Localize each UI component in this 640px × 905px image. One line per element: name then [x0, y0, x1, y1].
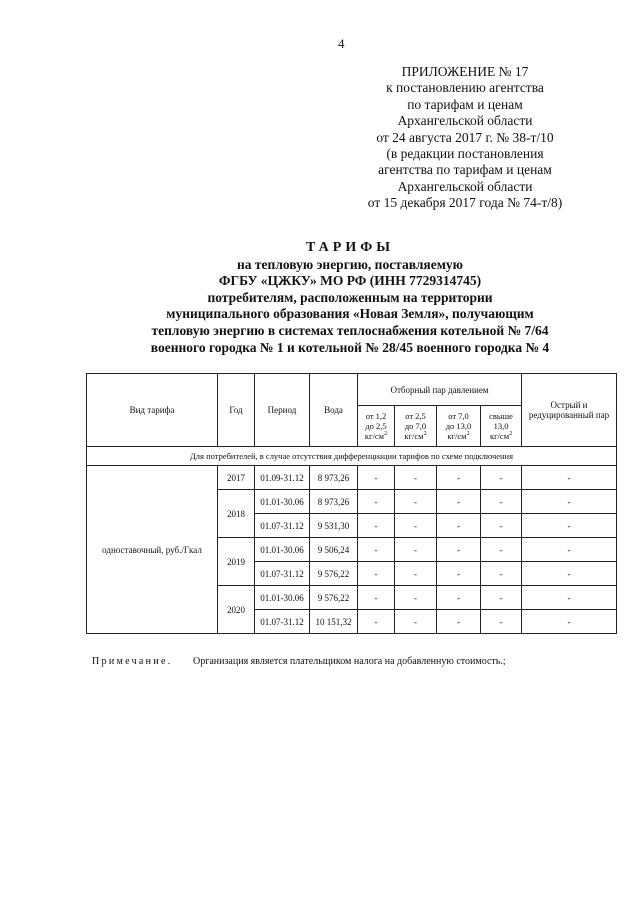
note-label: Примечание.: [92, 656, 173, 667]
appendix-line: от 15 декабря 2017 года № 74-т/8): [367, 195, 563, 211]
steam-range-end: до 13,0: [445, 421, 472, 431]
appendix-line: агентства по тарифам и ценам: [378, 162, 552, 178]
header-tariff-type: Вид тарифа: [87, 374, 218, 447]
dash-cell: -: [358, 586, 395, 610]
dash-cell: -: [437, 586, 481, 610]
steam-range-end: до 2,5: [365, 421, 387, 431]
header-year: Год: [218, 374, 255, 447]
header-steam-2: [395, 406, 437, 447]
steam-range-start: от 1,2: [365, 411, 387, 421]
header-steam-4: [481, 406, 522, 447]
unit-exponent: 2: [423, 431, 427, 438]
dash-cell: -: [395, 466, 437, 490]
dash-cell: -: [522, 490, 617, 514]
note-text: Организация является плательщиком налога на добавленную стоимость.;: [193, 656, 506, 667]
dash-cell: -: [358, 514, 395, 538]
header-steam-1: [358, 406, 395, 447]
water-cell: 9 576,22: [310, 586, 358, 610]
appendix-line: Архангельской области: [397, 113, 533, 129]
dash-cell: -: [481, 562, 522, 586]
note: [92, 656, 506, 667]
water-cell: 10 151,32: [310, 610, 358, 634]
unit-exponent: 2: [466, 431, 470, 438]
dash-cell: -: [481, 538, 522, 562]
table-row: [87, 466, 617, 490]
section-label: Для потребителей, в случае отсутствия дифференциации тарифов по схеме подключения: [87, 447, 617, 466]
water-cell: 9 576,22: [310, 562, 358, 586]
dash-cell: -: [481, 514, 522, 538]
dash-cell: -: [437, 562, 481, 586]
dash-cell: -: [437, 490, 481, 514]
dash-cell: -: [395, 610, 437, 634]
dash-cell: -: [437, 538, 481, 562]
header-period: Период: [255, 374, 310, 447]
period-cell: 01.09-31.12: [255, 466, 310, 490]
dash-cell: -: [358, 466, 395, 490]
heading-line: ФГБУ «ЦЖКУ» МО РФ (ИНН 7729314745): [218, 273, 482, 289]
appendix-line: к постановлению агентства: [386, 80, 544, 96]
appendix-line: ПРИЛОЖЕНИЕ № 17: [401, 64, 529, 79]
heading-line: на тепловую энергию, поставляемую: [237, 256, 463, 272]
period-cell: 01.01-30.06: [255, 586, 310, 610]
year-cell: 2018: [218, 490, 255, 538]
water-cell: 9 506,24: [310, 538, 358, 562]
dash-cell: -: [522, 610, 617, 634]
appendix-line: от 24 августа 2017 г. № 38-т/10: [376, 129, 554, 145]
tariff-table: [86, 373, 617, 634]
water-cell: 8 973,26: [310, 490, 358, 514]
steam-range-start: свыше: [489, 411, 513, 421]
water-cell: 8 973,26: [310, 466, 358, 490]
period-cell: 01.07-31.12: [255, 610, 310, 634]
dash-cell: -: [437, 514, 481, 538]
heading-line: военного городка № 1 и котельной № 28/45 военного городка № 4: [150, 339, 550, 355]
dash-cell: -: [358, 610, 395, 634]
unit-exponent: 2: [509, 431, 513, 438]
dash-cell: -: [395, 490, 437, 514]
dash-cell: -: [358, 490, 395, 514]
dash-cell: -: [481, 610, 522, 634]
steam-range-end: до 7,0: [404, 421, 427, 431]
dash-cell: -: [481, 466, 522, 490]
steam-unit: кг/см: [404, 431, 424, 441]
appendix-line: по тарифам и ценам: [407, 96, 523, 112]
dash-cell: -: [522, 586, 617, 610]
tariff-name: одноставочный, руб./Гкал: [87, 466, 218, 634]
dash-cell: -: [481, 490, 522, 514]
heading-line: потребителям, расположенным на территории: [207, 289, 493, 305]
year-cell: 2020: [218, 586, 255, 634]
steam-unit: кг/см: [447, 431, 467, 441]
period-cell: 01.01-30.06: [255, 490, 310, 514]
dash-cell: -: [358, 562, 395, 586]
dash-cell: -: [481, 586, 522, 610]
unit-exponent: 2: [384, 431, 388, 438]
header-steam-3: [437, 406, 481, 447]
dash-cell: -: [358, 538, 395, 562]
header-steam-group: Отборный пар давлением: [358, 374, 522, 406]
dash-cell: -: [522, 514, 617, 538]
steam-range-start: от 2,5: [405, 411, 426, 421]
document-heading: [100, 240, 600, 356]
header-water: Вода: [310, 374, 358, 447]
period-cell: 01.07-31.12: [255, 562, 310, 586]
appendix-line: Архангельской области: [397, 178, 533, 194]
year-cell: 2019: [218, 538, 255, 586]
dash-cell: -: [522, 538, 617, 562]
dash-cell: -: [395, 562, 437, 586]
steam-range-end: 13,0: [493, 421, 509, 431]
steam-unit: кг/см: [489, 431, 510, 441]
dash-cell: -: [437, 466, 481, 490]
heading-line: муниципального образования «Новая Земля», получающим: [166, 306, 534, 322]
dash-cell: -: [395, 514, 437, 538]
steam-range-start: от 7,0: [448, 411, 469, 421]
year-cell: 2017: [218, 466, 255, 490]
period-cell: 01.01-30.06: [255, 538, 310, 562]
dash-cell: -: [395, 538, 437, 562]
period-cell: 01.07-31.12: [255, 514, 310, 538]
appendix-line: (в редакции постановления: [386, 146, 544, 162]
steam-unit: кг/см: [364, 431, 385, 441]
page-number: 4: [338, 36, 345, 51]
dash-cell: -: [395, 586, 437, 610]
heading-line: тепловую энергию в системах теплоснабжения котельной № 7/64: [151, 322, 549, 338]
header-acute-steam: Острый и редуцированный пар: [522, 374, 617, 447]
dash-cell: -: [522, 562, 617, 586]
dash-cell: -: [437, 610, 481, 634]
appendix-block: [340, 64, 590, 212]
document-title: ТАРИФЫ: [306, 240, 394, 255]
dash-cell: -: [522, 466, 617, 490]
water-cell: 9 531,30: [310, 514, 358, 538]
